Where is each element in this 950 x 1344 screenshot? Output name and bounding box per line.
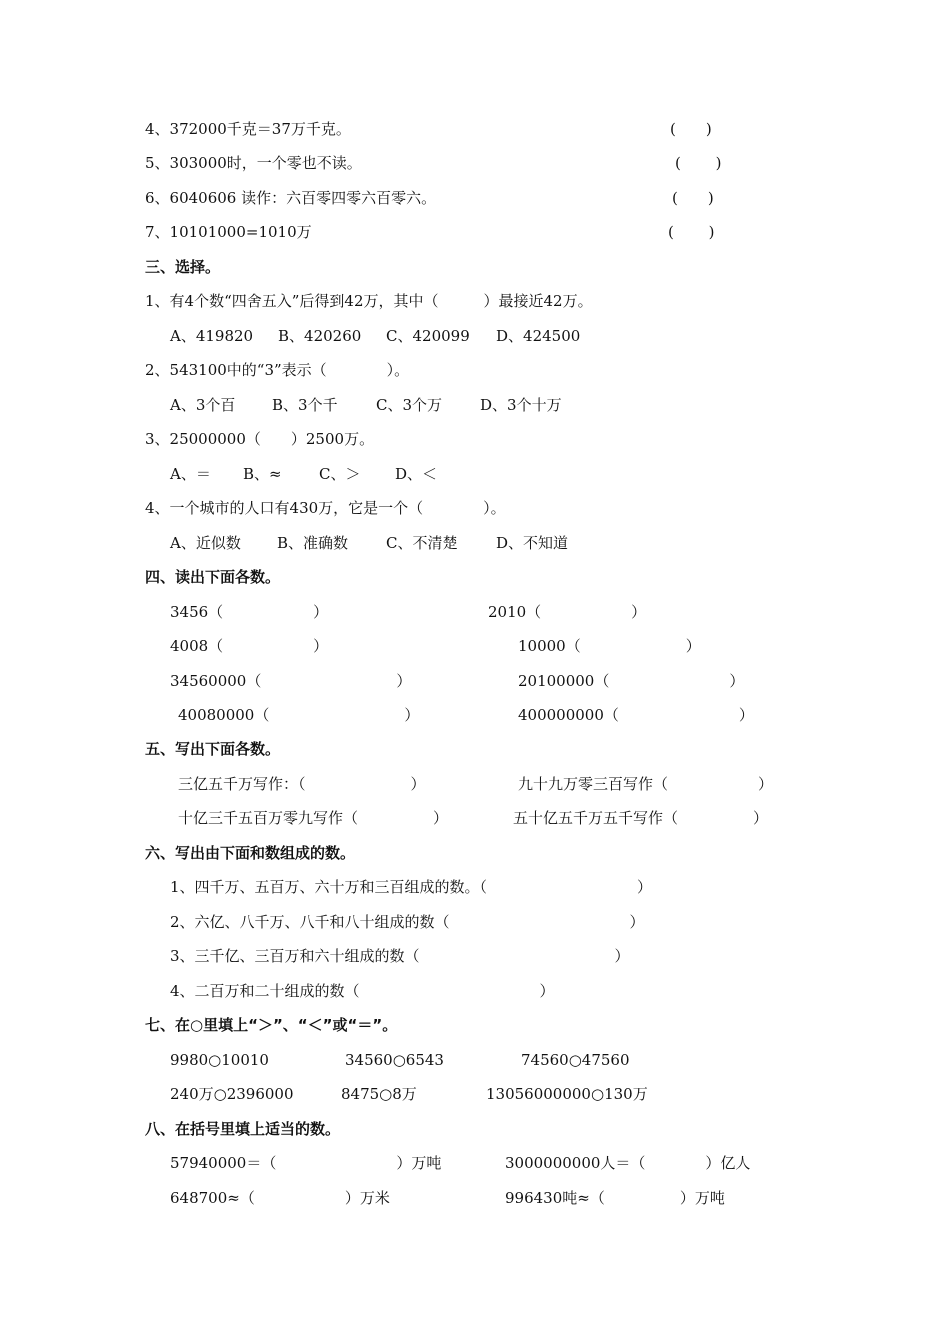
answer-paren: ( ): [672, 189, 714, 207]
choice-question-4: 4、一个城市的人口有430万，它是一个（ ）。: [145, 499, 506, 517]
read-item: 400000000（ ）: [518, 706, 754, 724]
answer-paren: ( ): [675, 154, 722, 172]
choice-option: D、＜: [395, 465, 438, 483]
choice-option: A、近似数: [170, 534, 241, 552]
compose-item-4: 4、二百万和二十组成的数（ ）: [170, 982, 555, 1000]
choice-option: C、420099: [386, 327, 470, 345]
fill-item: 3000000000人＝（ ）亿人: [505, 1154, 751, 1172]
fill-item: 648700≈（ ）万米: [170, 1189, 390, 1207]
write-item: 三亿五千万写作：（ ）: [178, 775, 426, 793]
read-item: 40080000（ ）: [178, 706, 420, 724]
section-4-title: 四、读出下面各数。: [145, 568, 281, 586]
choice-option: B、3个千: [272, 396, 338, 414]
compare-item: 9980○10010: [170, 1051, 269, 1069]
compare-item: 240万○2396000: [170, 1085, 294, 1103]
choice-option: A、＝: [170, 465, 211, 483]
choice-option: D、424500: [496, 327, 581, 345]
judge-item-4: 4、372000千克＝37万千克。: [145, 120, 351, 138]
choice-option: C、＞: [319, 465, 361, 483]
compare-item: 34560○6543: [345, 1051, 444, 1069]
answer-paren: ( ): [670, 120, 712, 138]
choice-option: B、准确数: [277, 534, 349, 552]
section-7-title: 七、在○里填上“＞”、“＜”或“＝”。: [145, 1016, 398, 1034]
choice-option: C、不清楚: [386, 534, 458, 552]
choice-question-1: 1、有4个数“四舍五入”后得到42万，其中（ ）最接近42万。: [145, 292, 593, 310]
judge-item-6: 6、6040606 读作：六百零四零六百零六。: [145, 189, 437, 207]
write-item: 九十九万零三百写作（ ）: [518, 775, 774, 793]
compose-item-2: 2、六亿、八千万、八千和八十组成的数（ ）: [170, 913, 645, 931]
compare-item: 74560○47560: [521, 1051, 630, 1069]
read-item: 10000（ ）: [518, 637, 701, 655]
section-8-title: 八、在括号里填上适当的数。: [145, 1120, 341, 1138]
choice-option: A、419820: [170, 327, 254, 345]
choice-option: C、3个万: [376, 396, 443, 414]
read-item: 20100000（ ）: [518, 672, 745, 690]
judge-item-5: 5、303000时，一个零也不读。: [145, 154, 362, 172]
choice-option: D、3个十万: [480, 396, 562, 414]
section-3-title: 三、选择。: [145, 258, 221, 276]
read-item: 2010（ ）: [488, 603, 647, 621]
choice-option: B、≈: [243, 465, 282, 483]
write-item: 五十亿五千万五千写作（ ）: [513, 809, 769, 827]
section-5-title: 五、写出下面各数。: [145, 740, 281, 758]
fill-item: 996430吨≈（ ）万吨: [505, 1189, 725, 1207]
answer-paren: ( ): [668, 223, 715, 241]
judge-item-7: 7、10101000=1010万: [145, 223, 312, 241]
choice-option: B、420260: [278, 327, 362, 345]
choice-question-3: 3、25000000（ ）2500万。: [145, 430, 375, 448]
compose-item-1: 1、四千万、五百万、六十万和三百组成的数。（ ）: [170, 878, 653, 896]
fill-item: 57940000＝（ ）万吨: [170, 1154, 442, 1172]
read-item: 34560000（ ）: [170, 672, 412, 690]
compare-item: 13056000000○130万: [486, 1085, 648, 1103]
section-6-title: 六、写出由下面和数组成的数。: [145, 844, 356, 862]
write-item: 十亿三千五百万零九写作（ ）: [178, 809, 449, 827]
choice-option: D、不知道: [496, 534, 569, 552]
read-item: 3456（ ）: [170, 603, 329, 621]
compare-item: 8475○8万: [341, 1085, 417, 1103]
read-item: 4008（ ）: [170, 637, 329, 655]
choice-option: A、3个百: [170, 396, 236, 414]
choice-question-2: 2、543100中的“3”表示（ ）。: [145, 361, 410, 379]
compose-item-3: 3、三千亿、三百万和六十组成的数（ ）: [170, 947, 630, 965]
